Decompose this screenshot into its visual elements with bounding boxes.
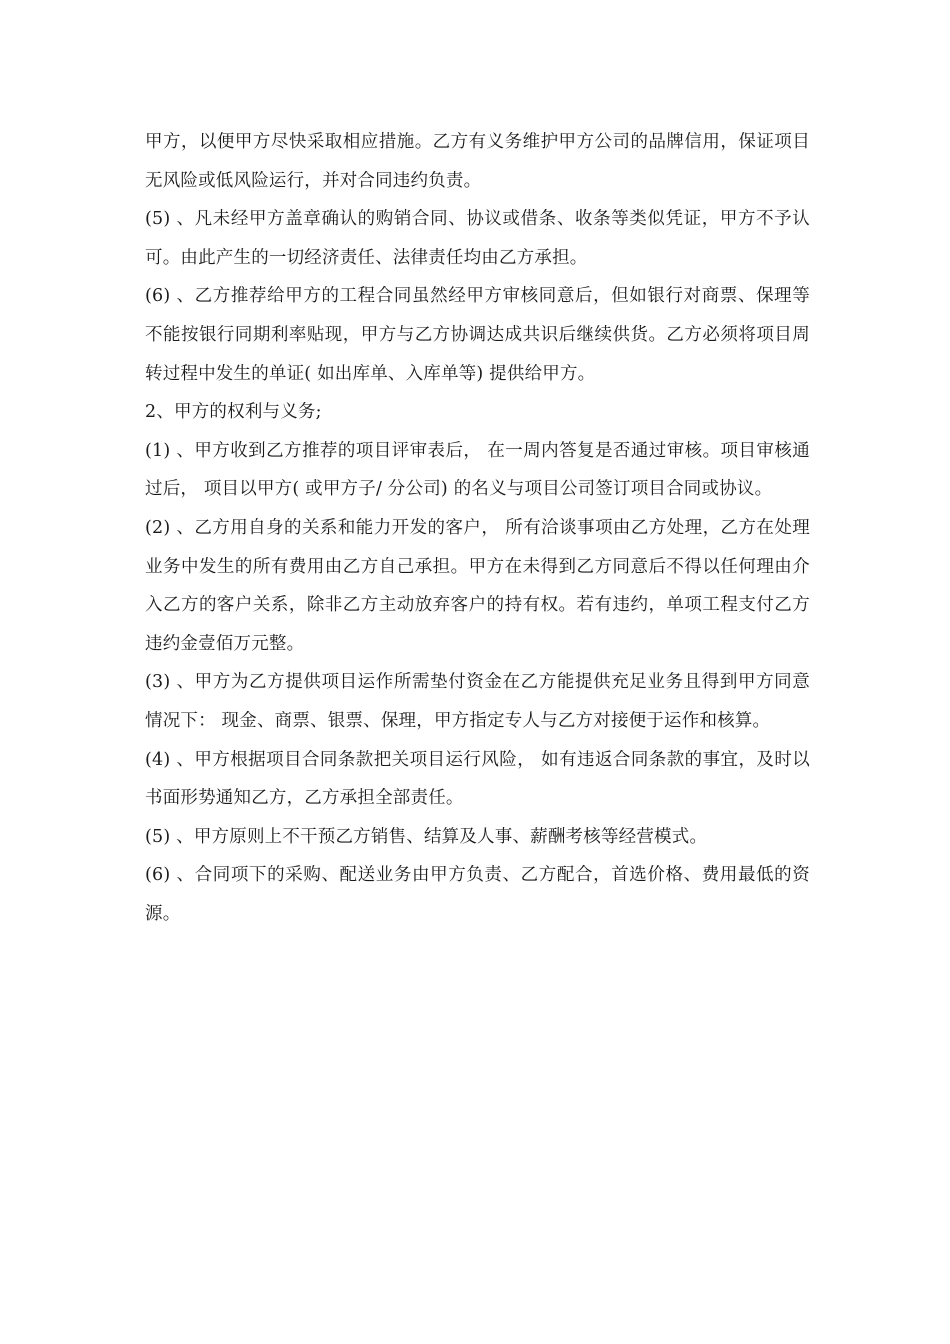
paragraph-clause-2-2: (2) 、乙方用自身的关系和能力开发的客户， 所有洽谈事项由乙方处理，乙方在处理业务中发生的所有费用由乙方自己承担。甲方在未得到乙方同意后不得以任何理由介入乙方的客户关系，除非乙方主动放弃客户的持有权。若有违约，单项工程支付乙方违约金壹佰万元整。 bbox=[145, 517, 810, 654]
paragraph-clause-2-4: (4) 、甲方根据项目合同条款把关项目运行风险， 如有违返合同条款的事宜，及时以书面形势通知乙方，乙方承担全部责任。 bbox=[145, 749, 810, 809]
paragraph-clause-2-5: (5) 、甲方原则上不干预乙方销售、结算及人事、薪酬考核等经营模式。 bbox=[145, 826, 708, 847]
paragraph-clause-1-5: (5) 、凡未经甲方盖章确认的购销合同、协议或借条、收条等类似凭证，甲方不予认可。由此产生的一切经济责任、法律责任均由乙方承担。 bbox=[145, 209, 810, 268]
section-heading-party-a-rights: 2、甲方的权利与义务; bbox=[145, 402, 322, 423]
paragraph-clause-2-1: (1) 、甲方收到乙方推荐的项目评审表后， 在一周内答复是否通过审核。项目审核通过后， 项目以甲方( 或甲方子/ 分公司) 的名义与项目公司签订项目合同或协议。 bbox=[145, 440, 810, 500]
paragraph-continuation: 甲方，以便甲方尽快采取相应措施。乙方有义务维护甲方公司的品牌信用，保证项目无风险或低风险运行，并对合同违约负责。 bbox=[145, 132, 810, 191]
document-body bbox=[145, 123, 810, 933]
paragraph-clause-1-6: (6) 、乙方推荐给甲方的工程合同虽然经甲方审核同意后，但如银行对商票、保理等不能按银行同期利率贴现，甲方与乙方协调达成共识后继续供货。乙方必须将项目周转过程中发生的单证( 如出库单、入库单等) 提供给甲方。 bbox=[145, 286, 810, 384]
paragraph-clause-2-3: (3) 、甲方为乙方提供项目运作所需垫付资金在乙方能提供充足业务且得到甲方同意情况下： 现金、商票、银票、保理，甲方指定专人与乙方对接便于运作和核算。 bbox=[145, 672, 810, 731]
paragraph-clause-2-6: (6) 、合同项下的采购、配送业务由甲方负责、乙方配合，首选价格、费用最低的资源。 bbox=[145, 865, 810, 924]
